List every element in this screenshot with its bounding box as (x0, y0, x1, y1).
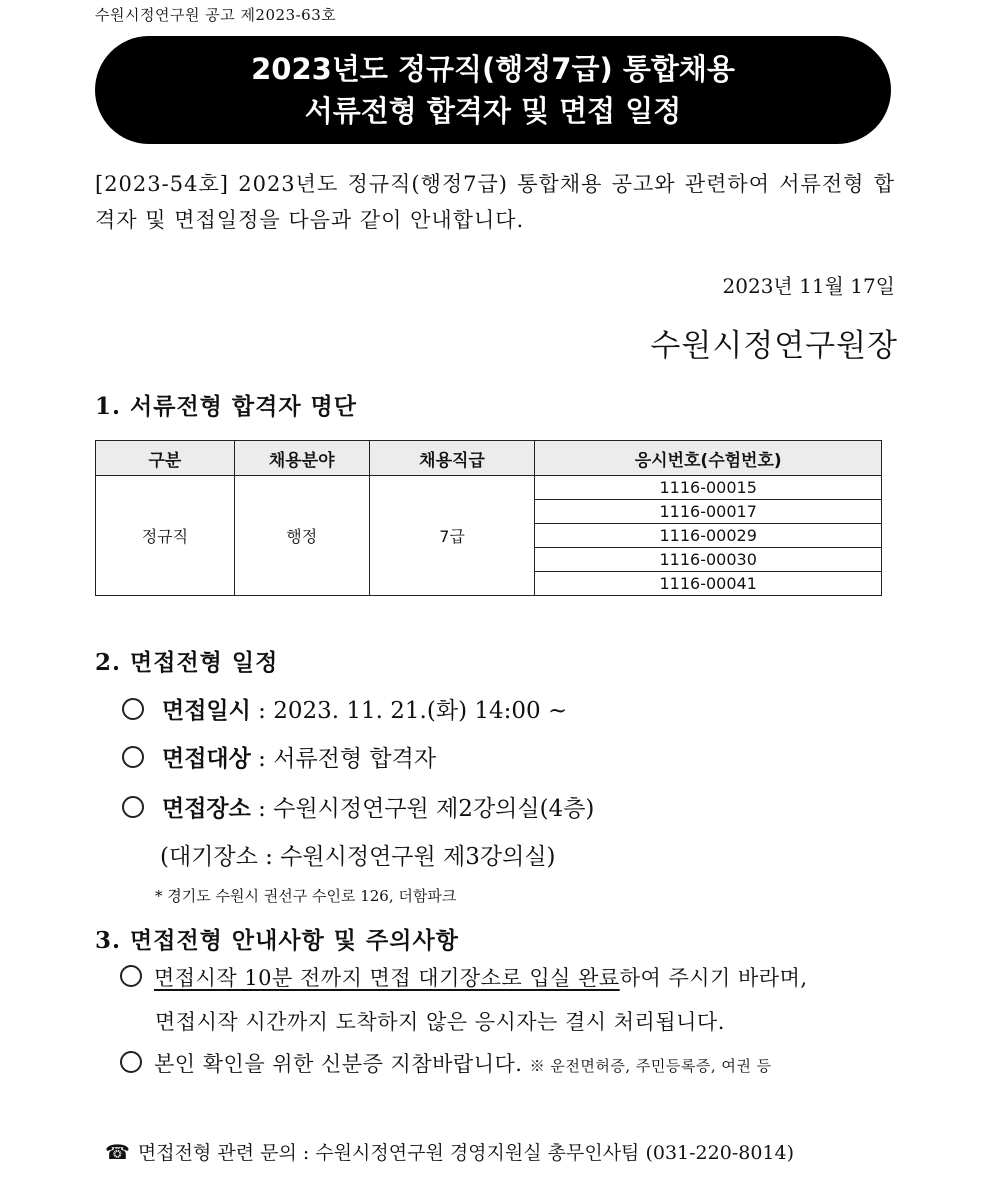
circle-bullet-icon (122, 746, 144, 768)
item-separator: : (250, 698, 274, 724)
caution-underlined: 면접시작 10분 전까지 면접 대기장소로 입실 완료 (154, 966, 620, 990)
intro-paragraph: [2023-54호] 2023년도 정규직(행정7급) 통합채용 공고와 관련하여 서류전형 합격자 및 면접일정을 다음과 같이 안내합니다. (95, 172, 895, 232)
notice-date: 2023년 11월 17일 (722, 274, 895, 298)
circle-bullet-icon (120, 1051, 142, 1073)
address-note: * 경기도 수원시 권선구 수인로 126, 더함파크 (155, 887, 457, 905)
section2-heading: 2. 면접전형 일정 (95, 649, 279, 676)
results-table (95, 440, 882, 596)
title-banner (95, 36, 891, 144)
item-label: 면접장소 (162, 795, 251, 822)
cell-field: 행정 (234, 476, 369, 596)
caution-rest: 하여 주시기 바라며, (619, 966, 808, 990)
cell-exam-number: 1116-00041 (535, 572, 882, 596)
id-documents-note: ※ 운전면허증, 주민등록증, 여권 등 (529, 1057, 772, 1075)
interview-target-item (122, 740, 436, 773)
notice-number: 수원시정연구원 공고 제2023-63호 (95, 6, 337, 24)
title-line-2: 서류전형 합격자 및 면접 일정 (304, 94, 682, 128)
header-category: 구분 (96, 441, 235, 476)
contact-text: 면접전형 관련 문의 : 수원시정연구원 경영지원실 총무인사팀 (031-220-8014) (137, 1142, 795, 1164)
cell-exam-number: 1116-00015 (535, 476, 882, 500)
cell-exam-number: 1116-00029 (535, 524, 882, 548)
cell-exam-number: 1116-00030 (535, 548, 882, 572)
phone-icon: ☎ (105, 1140, 130, 1164)
table-row (96, 476, 882, 500)
item-separator: : (250, 796, 274, 822)
header-exam-number: 응시번호(수험번호) (535, 441, 882, 476)
cell-exam-number: 1116-00017 (535, 500, 882, 524)
cell-category: 정규직 (96, 476, 235, 596)
item-label: 면접대상 (162, 745, 251, 772)
interview-location-item (122, 790, 594, 823)
item-value: 2023. 11. 21.(화) 14:00 ~ (273, 698, 568, 724)
header-grade: 채용직급 (369, 441, 535, 476)
item-label: 면접일시 (162, 697, 251, 724)
table-header-row (96, 441, 882, 476)
item-value: 서류전형 합격자 (273, 746, 437, 772)
cell-grade: 7급 (369, 476, 535, 596)
section3-heading: 3. 면접전형 안내사항 및 주의사항 (95, 927, 459, 954)
caution-item-1-line2: 면접시작 시간까지 도착하지 않은 응시자는 결시 처리됩니다. (155, 1010, 725, 1034)
circle-bullet-icon (120, 965, 142, 987)
circle-bullet-icon (122, 698, 144, 720)
caution-text: 본인 확인을 위한 신분증 지참바랍니다. (154, 1052, 523, 1076)
header-field: 채용분야 (234, 441, 369, 476)
caution-item-1 (120, 962, 808, 992)
item-separator: : (250, 746, 274, 772)
caution-item-2 (120, 1048, 772, 1078)
circle-bullet-icon (122, 796, 144, 818)
contact-line (105, 1138, 794, 1165)
title-line-1: 2023년도 정규직(행정7급) 통합채용 (251, 52, 735, 86)
section1-heading: 1. 서류전형 합격자 명단 (95, 393, 357, 420)
signer-title: 수원시정연구원장 (650, 328, 898, 364)
interview-datetime-item (122, 692, 567, 725)
item-value: 수원시정연구원 제2강의실(4층) (273, 796, 595, 822)
waiting-room: (대기장소 : 수원시정연구원 제3강의실) (160, 844, 556, 870)
